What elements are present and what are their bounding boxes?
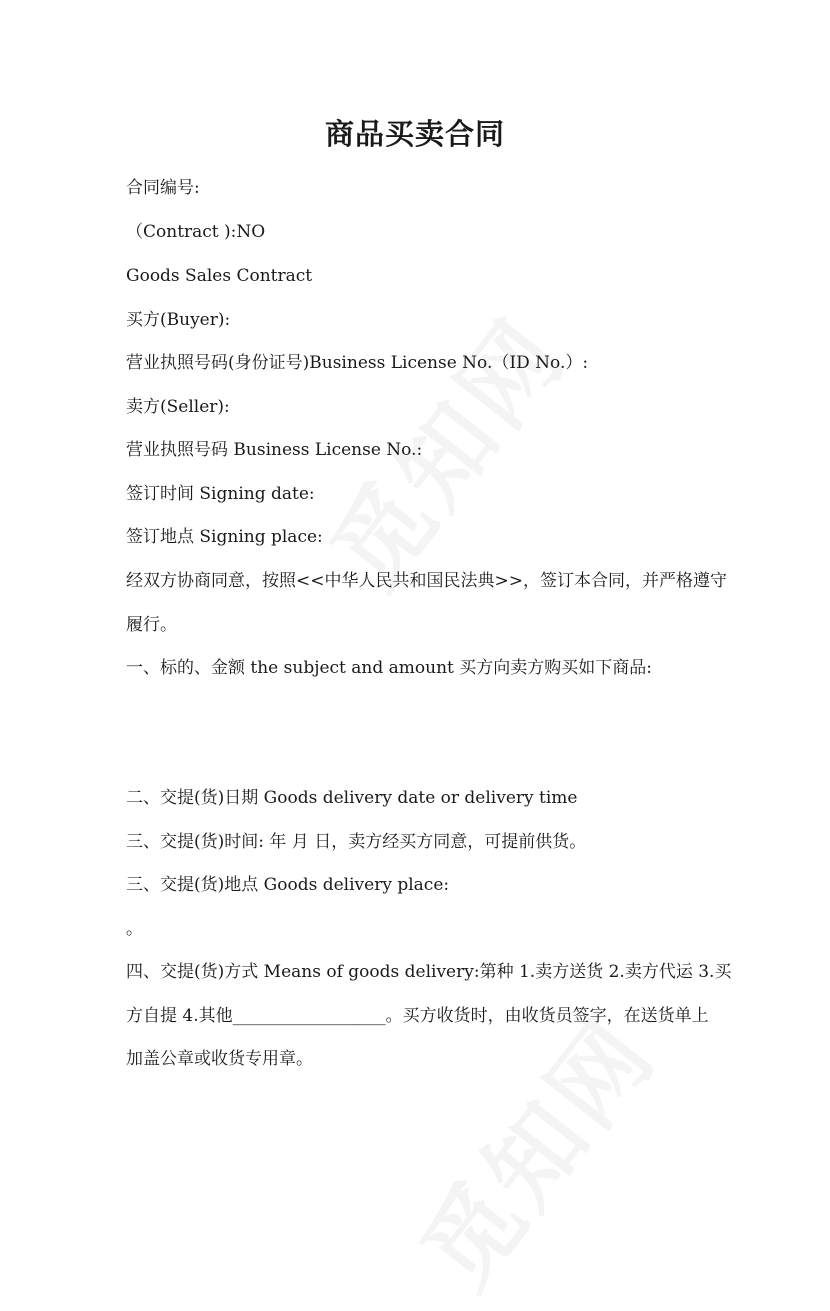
agreement-paragraph-line-1: 经双方协商同意，按照<<中华人民共和国民法典>>，签订本合同，并严格遵守 — [126, 571, 727, 591]
section-4-line-2: 方自提 4.其他__________________。买方收货时，由收货员签字，在送货单上 — [126, 1006, 709, 1026]
seller-label: 卖方(Seller): — [126, 397, 230, 417]
contract-number-en: （Contract ):NO — [126, 222, 266, 242]
signing-date-label: 签订时间 Signing date: — [126, 484, 315, 504]
section-3-time: 三、交提(货)时间: 年 月 日，卖方经买方同意，可提前供货。 — [126, 832, 587, 852]
signing-place-label: 签订地点 Signing place: — [126, 527, 323, 547]
contract-title-en: Goods Sales Contract — [126, 266, 313, 286]
seller-license-label: 营业执照号码 Business License No.: — [126, 440, 423, 460]
section-4-line-3: 加盖公章或收货专用章。 — [126, 1049, 313, 1069]
section-4-line-1: 四、交提(货)方式 Means of goods delivery:第种 1.卖方送货 2.卖方代运 3.买 — [126, 962, 732, 982]
contract-title: 商品买卖合同 — [324, 117, 505, 151]
section-1-heading: 一、标的、金额 the subject and amount 买方向卖方购买如下商品: — [126, 658, 653, 678]
section-3-place-end: 。 — [126, 919, 143, 939]
watermark-lower — [385, 986, 681, 1311]
section-2-heading: 二、交提(货)日期 Goods delivery date or delivery time — [126, 788, 578, 808]
contract-number-label: 合同编号: — [126, 178, 200, 198]
section-3-place: 三、交提(货)地点 Goods delivery place: — [126, 875, 450, 895]
buyer-label: 买方(Buyer): — [126, 310, 231, 330]
buyer-license-label: 营业执照号码(身份证号)Business License No.（ID No.）: — [126, 353, 589, 373]
agreement-paragraph-line-2: 履行。 — [126, 615, 177, 635]
